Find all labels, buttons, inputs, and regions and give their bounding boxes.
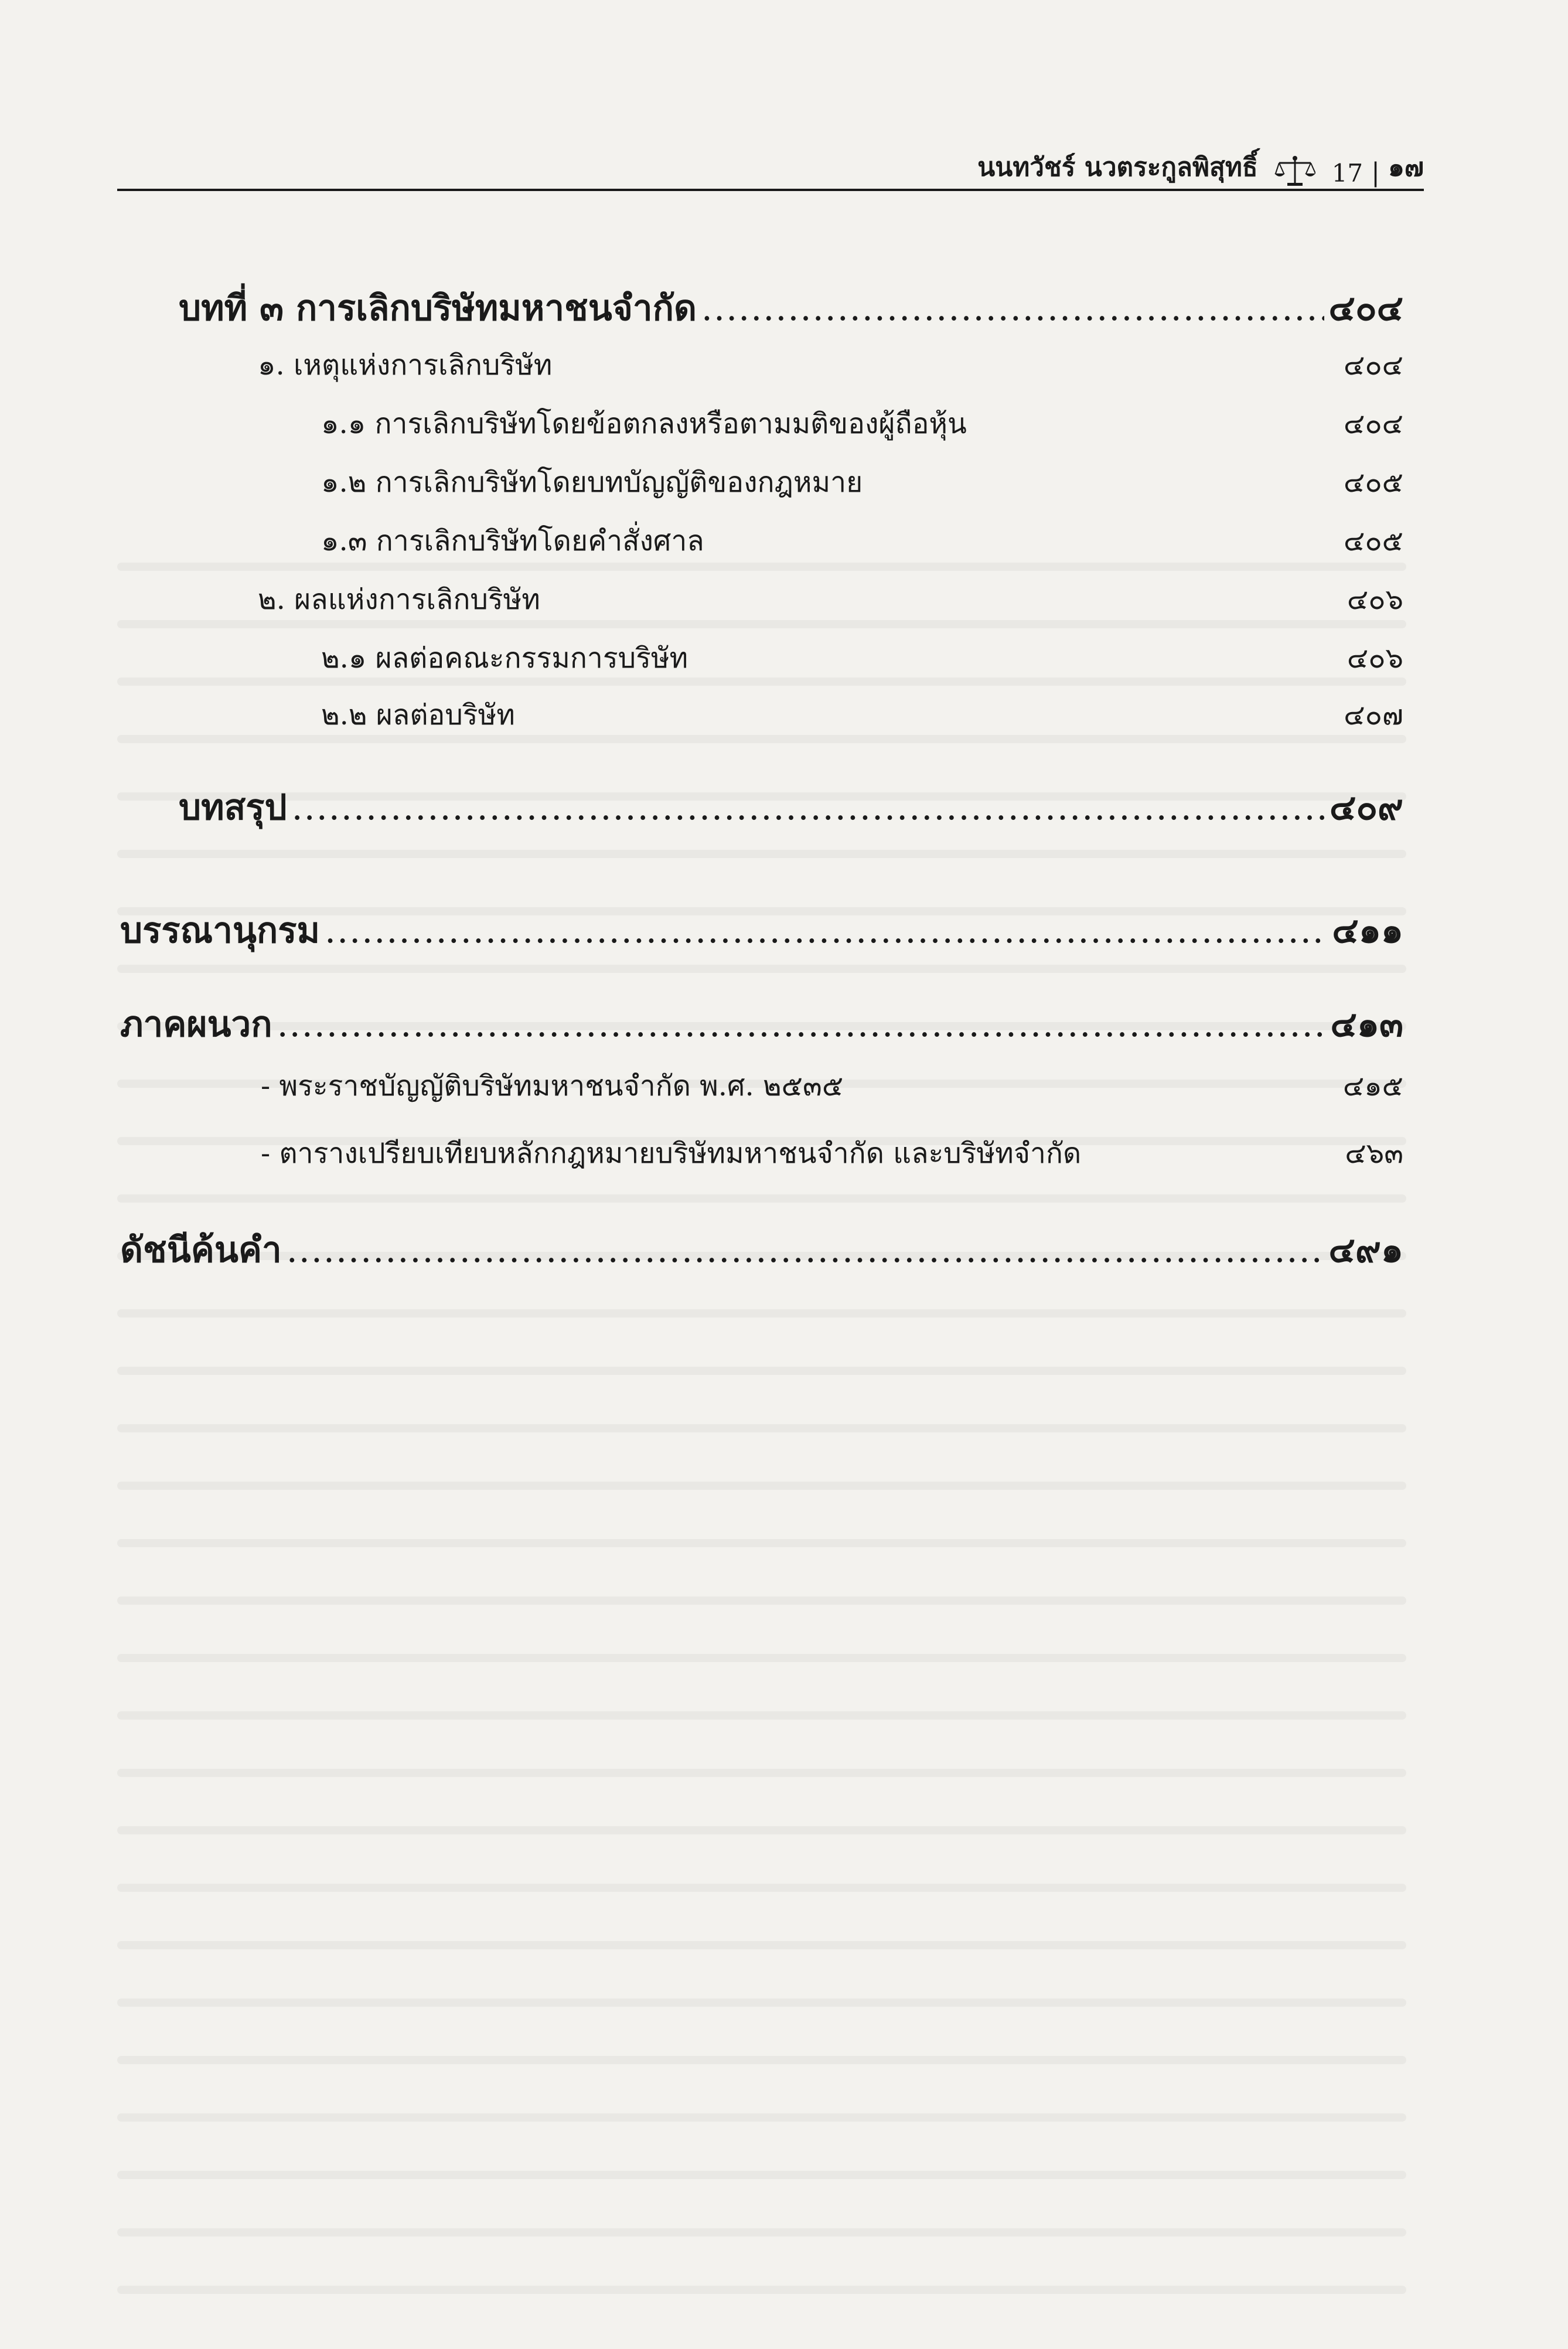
toc-entry-page: ๔๐๔ xyxy=(1344,349,1403,382)
toc-entry-subsection-1-3[interactable] xyxy=(321,519,1403,563)
toc-entry-page: ๔๑๑ xyxy=(1332,910,1403,951)
scales-of-justice-icon xyxy=(1274,155,1315,188)
toc-entry-conclusion[interactable] xyxy=(179,779,1403,835)
toc-entry-subsection-2-1[interactable] xyxy=(321,636,1403,680)
toc-entry-title: บทที่ ๓ การเลิกบริษัทมหาชนจำกัด xyxy=(179,288,697,329)
toc-entry-chapter-3[interactable] xyxy=(179,280,1403,336)
page-number-thai: ๑๗ xyxy=(1388,152,1424,182)
toc-entry-page: ๔๑๓ xyxy=(1330,1004,1403,1045)
page-number-arabic: 17 xyxy=(1331,159,1364,188)
toc-entry-page: ๔๐๔ xyxy=(1328,288,1403,329)
toc-entry-title: บรรณานุกรม xyxy=(120,910,321,951)
toc-leader-dots xyxy=(325,910,1327,951)
toc-entry-section-1[interactable] xyxy=(258,343,1403,387)
toc-entry-page: ๔๐๖ xyxy=(1347,642,1403,675)
toc-entry-title: ๒.๑ ผลต่อคณะกรรมการบริษัท xyxy=(321,642,688,675)
toc-entry-page: ๔๐๙ xyxy=(1330,787,1403,828)
toc-entry-title: ๑. เหตุแห่งการเลิกบริษัท xyxy=(258,349,553,382)
toc-entry-title: ๒.๒ ผลต่อบริษัท xyxy=(321,699,515,731)
toc-entry-page: ๔๐๕ xyxy=(1344,525,1403,557)
toc-leader-dots xyxy=(292,787,1325,828)
author-name: นนทวัชร์ นวตระกูลพิสุทธิ์ xyxy=(977,152,1258,182)
toc-leader-dots xyxy=(287,1230,1324,1271)
toc-entry-title: ดัชนีค้นคำ xyxy=(120,1230,282,1271)
toc-entry-subsection-2-2[interactable] xyxy=(321,693,1403,737)
header-rule xyxy=(117,189,1424,191)
toc-entry-title: ๑.๓ การเลิกบริษัทโดยคำสั่งศาล xyxy=(321,525,704,557)
toc-entry-page: ๔๖๓ xyxy=(1345,1137,1403,1170)
running-header xyxy=(117,147,1424,188)
toc-entry-subsection-1-2[interactable] xyxy=(321,460,1403,505)
toc-entry-title: ๑.๒ การเลิกบริษัทโดยบทบัญญัติของกฎหมาย xyxy=(321,466,863,499)
toc-entry-page: ๔๑๕ xyxy=(1342,1070,1403,1102)
toc-entry-index[interactable] xyxy=(120,1222,1403,1278)
toc-entry-page: ๔๐๖ xyxy=(1347,583,1403,616)
toc-entry-title: - พระราชบัญญัติบริษัทมหาชนจำกัด พ.ศ. ๒๕๓๕ xyxy=(261,1070,844,1102)
toc-entry-page: ๔๐๗ xyxy=(1344,699,1403,731)
toc-entry-appendix-act[interactable] xyxy=(261,1064,1403,1108)
toc-entry-bibliography[interactable] xyxy=(120,903,1403,958)
page-number-separator: | xyxy=(1371,158,1380,188)
toc-entry-page: ๔๐๔ xyxy=(1344,407,1403,440)
toc-leader-dots xyxy=(277,1004,1326,1045)
toc-entry-page: ๔๐๕ xyxy=(1344,466,1403,499)
toc-entry-title: ๒. ผลแห่งการเลิกบริษัท xyxy=(258,583,540,616)
toc-leader-dots xyxy=(701,288,1324,329)
toc-entry-appendix[interactable] xyxy=(120,996,1403,1052)
toc-entry-section-2[interactable] xyxy=(258,577,1403,622)
toc-entry-appendix-comparison-table[interactable] xyxy=(261,1131,1403,1176)
toc-entry-title: ๑.๑ การเลิกบริษัทโดยข้อตกลงหรือตามมติของผู้ถือหุ้น xyxy=(321,407,967,440)
toc-entry-subsection-1-1[interactable] xyxy=(321,401,1403,446)
toc-entry-title: บทสรุป xyxy=(179,787,287,828)
toc-entry-page: ๔๙๑ xyxy=(1328,1230,1403,1271)
toc-entry-title: ภาคผนวก xyxy=(120,1004,272,1045)
toc-entry-title: - ตารางเปรียบเทียบหลักกฎหมายบริษัทมหาชนจำกัด และบริษัทจำกัด xyxy=(261,1137,1082,1170)
